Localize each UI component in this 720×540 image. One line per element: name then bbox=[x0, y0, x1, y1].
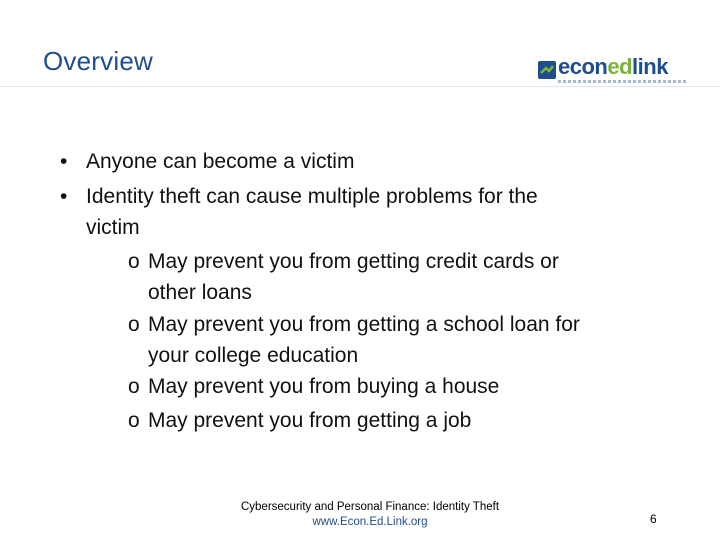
bullet-text: Identity theft can cause multiple problems for the bbox=[86, 185, 538, 208]
sub-bullet-text: May prevent you from getting a school loan for bbox=[148, 313, 580, 336]
bullet-marker: • bbox=[60, 185, 68, 208]
logo-mark-icon bbox=[538, 61, 556, 79]
econedlink-logo bbox=[538, 54, 688, 88]
sub-bullet-marker: o bbox=[128, 375, 140, 398]
bullet-text: Anyone can become a victim bbox=[86, 150, 355, 173]
sub-bullet-marker: o bbox=[128, 313, 140, 336]
sub-bullet-text: May prevent you from getting credit cards or bbox=[148, 250, 559, 273]
footer-link[interactable]: www.Econ.Ed.Link.org bbox=[312, 516, 428, 528]
sub-bullet-text-continued: other loans bbox=[148, 281, 252, 304]
bullet-marker: • bbox=[60, 150, 68, 173]
bullet-text-continued: victim bbox=[86, 216, 140, 239]
sub-bullet-text: May prevent you from buying a house bbox=[148, 375, 500, 398]
footer-title: Cybersecurity and Personal Finance: Identity Theft bbox=[240, 501, 500, 513]
logo-wordmark bbox=[558, 54, 668, 80]
logo-text-link: link bbox=[632, 54, 668, 79]
sub-bullet-marker: o bbox=[128, 250, 140, 273]
logo-tagline bbox=[558, 80, 688, 83]
sub-bullet-marker: o bbox=[128, 409, 140, 432]
slide-title: Overview bbox=[43, 46, 153, 76]
page-number: 6 bbox=[650, 512, 657, 526]
sub-bullet-text-continued: your college education bbox=[148, 344, 359, 367]
slide-footer bbox=[200, 500, 540, 530]
logo-text-econ: econ bbox=[558, 54, 608, 79]
sub-bullet-text: May prevent you from getting a job bbox=[148, 409, 472, 432]
logo-text-ed: ed bbox=[607, 54, 633, 79]
